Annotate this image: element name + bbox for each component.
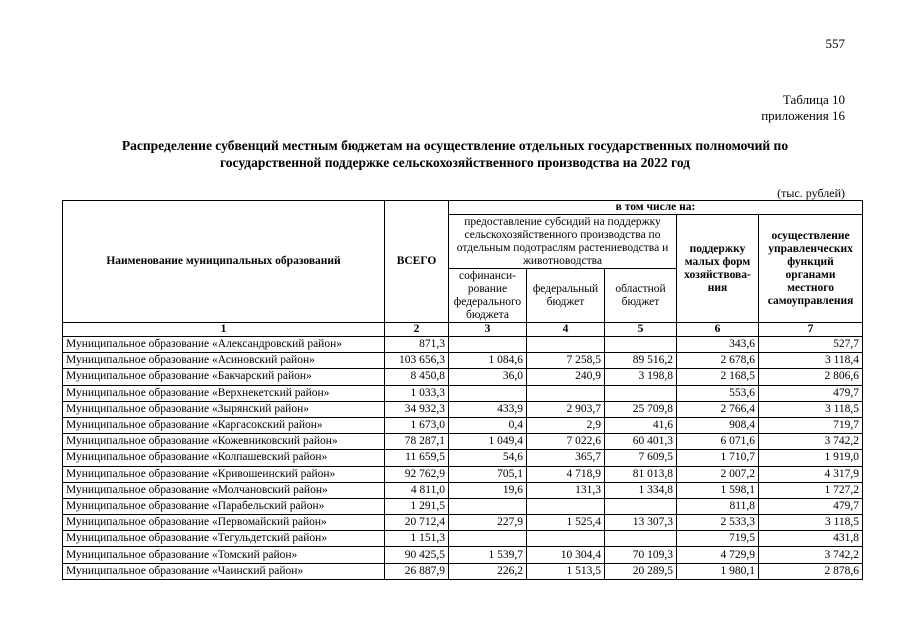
municipality-name-cell: Муниципальное образование «Томский район» — [63, 547, 385, 563]
value-cell — [527, 498, 605, 514]
table-row — [63, 450, 863, 466]
value-cell — [449, 498, 527, 514]
value-cell: 908,4 — [677, 417, 759, 433]
value-cell: 70 109,3 — [605, 547, 677, 563]
value-cell: 1 291,5 — [385, 498, 449, 514]
table-row — [63, 466, 863, 482]
value-cell: 78 287,1 — [385, 434, 449, 450]
value-cell: 26 887,9 — [385, 563, 449, 579]
value-cell: 2,9 — [527, 417, 605, 433]
value-cell: 7 022,6 — [527, 434, 605, 450]
table-row — [63, 515, 863, 531]
value-cell: 479,7 — [759, 498, 863, 514]
value-cell: 4 718,9 — [527, 466, 605, 482]
value-cell: 4 811,0 — [385, 482, 449, 498]
value-cell: 1 673,0 — [385, 417, 449, 433]
value-cell: 811,8 — [677, 498, 759, 514]
header-cofinancing: софинанси-рование федерального бюджета — [449, 269, 527, 323]
value-cell: 10 304,4 — [527, 547, 605, 563]
value-cell: 20 289,5 — [605, 563, 677, 579]
column-number: 7 — [759, 323, 863, 337]
table-reference — [761, 92, 845, 124]
value-cell: 54,6 — [449, 450, 527, 466]
page-number: 557 — [825, 36, 845, 51]
value-cell: 7 609,5 — [605, 450, 677, 466]
header-including: в том числе на: — [449, 201, 863, 215]
municipality-name-cell: Муниципальное образование «Кривошеинский район» — [63, 466, 385, 482]
table-row — [63, 482, 863, 498]
value-cell — [527, 385, 605, 401]
value-cell: 60 401,3 — [605, 434, 677, 450]
value-cell: 19,6 — [449, 482, 527, 498]
header-subsidy-group: предоставление субсидий на поддержку сельскохозяйственного производства по отдельным подотраслям растениеводства и животноводства — [449, 215, 677, 269]
value-cell: 1 151,3 — [385, 531, 449, 547]
value-cell: 1 919,0 — [759, 450, 863, 466]
header-regional: областной бюджет — [605, 269, 677, 323]
value-cell — [605, 337, 677, 353]
value-cell — [527, 531, 605, 547]
table-row — [63, 385, 863, 401]
column-number: 4 — [527, 323, 605, 337]
value-cell: 90 425,5 — [385, 547, 449, 563]
column-number: 5 — [605, 323, 677, 337]
header-management: осуществление управленческих функций органами местного самоуправления — [759, 215, 863, 323]
value-cell: 705,1 — [449, 466, 527, 482]
table-row — [63, 353, 863, 369]
table-row — [63, 531, 863, 547]
value-cell: 4 729,9 — [677, 547, 759, 563]
table-ref-line1: Таблица 10 — [782, 92, 845, 107]
municipality-name-cell: Муниципальное образование «Бакчарский район» — [63, 369, 385, 385]
value-cell — [605, 498, 677, 514]
municipality-name-cell: Муниципальное образование «Колпашевский район» — [63, 450, 385, 466]
municipality-name-cell: Муниципальное образование «Александровский район» — [63, 337, 385, 353]
value-cell: 1 084,6 — [449, 353, 527, 369]
value-cell: 4 317,9 — [759, 466, 863, 482]
title-line2: государственной поддержке сельскохозяйственного производства на 2022 год — [219, 155, 691, 170]
table-row — [63, 563, 863, 579]
value-cell: 2 766,4 — [677, 401, 759, 417]
value-cell: 1 539,7 — [449, 547, 527, 563]
value-cell: 365,7 — [527, 450, 605, 466]
value-cell: 1 049,4 — [449, 434, 527, 450]
header-name: Наименование муниципальных образований — [63, 201, 385, 323]
header-total: ВСЕГО — [385, 201, 449, 323]
value-cell: 8 450,8 — [385, 369, 449, 385]
document-title — [70, 137, 840, 171]
table-body — [63, 337, 863, 580]
value-cell: 719,5 — [677, 531, 759, 547]
value-cell: 226,2 — [449, 563, 527, 579]
value-cell: 2 903,7 — [527, 401, 605, 417]
value-cell: 527,7 — [759, 337, 863, 353]
units-note: (тыс. рублей) — [777, 186, 845, 200]
table-row — [63, 547, 863, 563]
title-line1: Распределение субвенций местным бюджетам на осуществление отдельных государственных полномочий по — [121, 138, 789, 153]
value-cell: 431,8 — [759, 531, 863, 547]
value-cell: 2 878,6 — [759, 563, 863, 579]
value-cell: 20 712,4 — [385, 515, 449, 531]
table-row — [63, 401, 863, 417]
value-cell: 2 806,6 — [759, 369, 863, 385]
value-cell: 92 762,9 — [385, 466, 449, 482]
value-cell: 1 334,8 — [605, 482, 677, 498]
table-row — [63, 337, 863, 353]
column-number: 3 — [449, 323, 527, 337]
value-cell: 1 525,4 — [527, 515, 605, 531]
value-cell: 131,3 — [527, 482, 605, 498]
value-cell: 2 007,2 — [677, 466, 759, 482]
value-cell: 0,4 — [449, 417, 527, 433]
value-cell: 240,9 — [527, 369, 605, 385]
municipality-name-cell: Муниципальное образование «Тегульдетский район» — [63, 531, 385, 547]
value-cell: 3 118,4 — [759, 353, 863, 369]
municipality-name-cell: Муниципальное образование «Верхнекетский район» — [63, 385, 385, 401]
value-cell — [605, 385, 677, 401]
value-cell: 3 198,8 — [605, 369, 677, 385]
subvention-table — [62, 200, 863, 580]
value-cell: 1 513,5 — [527, 563, 605, 579]
table-ref-line2: приложения 16 — [761, 108, 845, 123]
value-cell: 103 656,3 — [385, 353, 449, 369]
municipality-name-cell: Муниципальное образование «Каргасокский район» — [63, 417, 385, 433]
value-cell: 343,6 — [677, 337, 759, 353]
value-cell: 1 598,1 — [677, 482, 759, 498]
value-cell: 2 678,6 — [677, 353, 759, 369]
value-cell: 25 709,8 — [605, 401, 677, 417]
municipality-name-cell: Муниципальное образование «Первомайский район» — [63, 515, 385, 531]
value-cell: 6 071,6 — [677, 434, 759, 450]
value-cell: 3 118,5 — [759, 401, 863, 417]
municipality-name-cell: Муниципальное образование «Парабельский район» — [63, 498, 385, 514]
header-small-forms: поддержку малых форм хозяйствова-ния — [677, 215, 759, 323]
value-cell: 34 932,3 — [385, 401, 449, 417]
column-number: 6 — [677, 323, 759, 337]
value-cell: 3 742,2 — [759, 434, 863, 450]
municipality-name-cell: Муниципальное образование «Чаинский район» — [63, 563, 385, 579]
value-cell: 81 013,8 — [605, 466, 677, 482]
value-cell — [449, 385, 527, 401]
value-cell: 227,9 — [449, 515, 527, 531]
value-cell: 1 727,2 — [759, 482, 863, 498]
table-row — [63, 417, 863, 433]
value-cell: 11 659,5 — [385, 450, 449, 466]
value-cell: 1 980,1 — [677, 563, 759, 579]
header-federal: федеральный бюджет — [527, 269, 605, 323]
value-cell: 871,3 — [385, 337, 449, 353]
value-cell: 719,7 — [759, 417, 863, 433]
table-row — [63, 498, 863, 514]
value-cell — [605, 531, 677, 547]
value-cell: 1 033,3 — [385, 385, 449, 401]
value-cell: 36,0 — [449, 369, 527, 385]
table-row — [63, 369, 863, 385]
value-cell: 41,6 — [605, 417, 677, 433]
value-cell — [449, 337, 527, 353]
value-cell: 2 533,3 — [677, 515, 759, 531]
municipality-name-cell: Муниципальное образование «Молчановский район» — [63, 482, 385, 498]
value-cell: 3 742,2 — [759, 547, 863, 563]
value-cell: 3 118,5 — [759, 515, 863, 531]
municipality-name-cell: Муниципальное образование «Зырянский район» — [63, 401, 385, 417]
value-cell — [527, 337, 605, 353]
municipality-name-cell: Муниципальное образование «Асиновский район» — [63, 353, 385, 369]
municipality-name-cell: Муниципальное образование «Кожевниковский район» — [63, 434, 385, 450]
value-cell — [449, 531, 527, 547]
column-number-row — [63, 323, 863, 337]
value-cell: 479,7 — [759, 385, 863, 401]
value-cell: 13 307,3 — [605, 515, 677, 531]
value-cell: 89 516,2 — [605, 353, 677, 369]
value-cell: 1 710,7 — [677, 450, 759, 466]
value-cell: 2 168,5 — [677, 369, 759, 385]
value-cell: 433,9 — [449, 401, 527, 417]
column-number: 1 — [63, 323, 385, 337]
value-cell: 553,6 — [677, 385, 759, 401]
column-number: 2 — [385, 323, 449, 337]
table-row — [63, 434, 863, 450]
value-cell: 7 258,5 — [527, 353, 605, 369]
